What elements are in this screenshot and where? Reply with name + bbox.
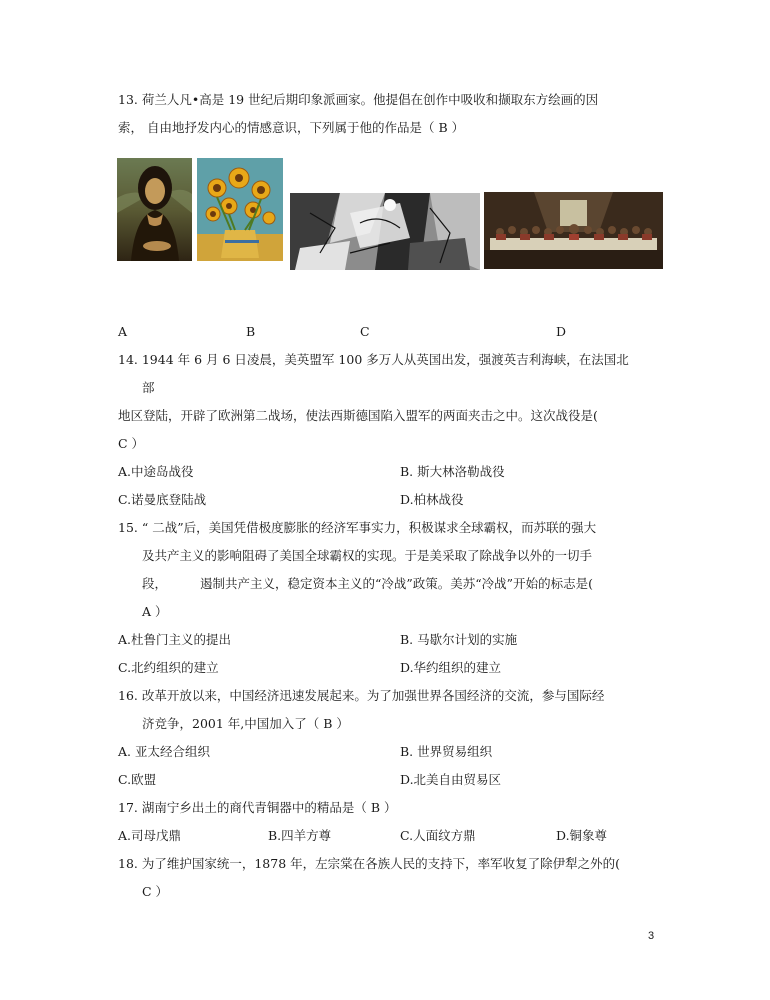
q13-label-c: C bbox=[360, 324, 370, 339]
q16-option-a: A. 亚太经合组织 bbox=[118, 744, 210, 759]
q17-line-1: 17. 湖南宁乡出土的商代青铜器中的精品是（ B ） bbox=[118, 800, 397, 815]
q15-line-2: 及共产主义的影响阻碍了美国全球霸权的实现。于是美采取了除战争以外的一切手 bbox=[142, 548, 593, 563]
q16-option-b: B. 世界贸易组织 bbox=[400, 744, 493, 759]
q13-line-2: 索， 自由地抒发内心的情感意识，下列属于他的作品是（ B ） bbox=[118, 120, 465, 135]
q13-label-b: B bbox=[246, 324, 256, 339]
q14-line-2: 部 bbox=[142, 380, 155, 395]
last-supper-painting bbox=[484, 192, 663, 269]
q15-option-b: B. 马歇尔计划的实施 bbox=[400, 632, 518, 647]
q15-option-d: D.华约组织的建立 bbox=[400, 660, 502, 675]
q18-line-1: 18. 为了维护国家统一，1878 年，左宗棠在各族人民的支持下，率军收复了除伊犁之外的( bbox=[118, 856, 621, 871]
q15-option-c: C.北约组织的建立 bbox=[118, 660, 219, 675]
q16-option-d: D.北美自由贸易区 bbox=[400, 772, 502, 787]
q17-option-c: C.人面纹方鼎 bbox=[400, 828, 476, 843]
q17-option-a: A.司母戊鼎 bbox=[118, 828, 182, 843]
q15-option-a: A.杜鲁门主义的提出 bbox=[118, 632, 232, 647]
q18-line-2: C ） bbox=[142, 884, 169, 899]
q14-option-a: A.中途岛战役 bbox=[118, 464, 194, 479]
sunflowers-painting bbox=[197, 158, 283, 261]
q15-line-1: 15. “ 二战”后，美国凭借极度膨胀的经济军事实力，积极谋求全球霸权，而苏联的强大 bbox=[118, 520, 597, 535]
q13-label-d: D bbox=[556, 324, 567, 339]
q15-line-3a: 段， bbox=[142, 576, 168, 591]
page-number: 3 bbox=[648, 930, 655, 942]
q17-option-d: D.铜象尊 bbox=[556, 828, 608, 843]
q14-line-1: 14. 1944 年 6 月 6 日凌晨，美英盟军 100 多万人从英国出发，强渡英吉利海峡，在法国北 bbox=[118, 352, 629, 367]
q13-line-1: 13. 荷兰人凡•高是 19 世纪后期印象派画家。他提倡在创作中吸收和撷取东方绘画的因 bbox=[118, 92, 599, 107]
q16-line-1: 16. 改革开放以来，中国经济迅速发展起来。为了加强世界各国经济的交流，参与国际经 bbox=[118, 688, 605, 703]
guernica-painting bbox=[290, 193, 480, 270]
q14-option-c: C.诺曼底登陆战 bbox=[118, 492, 207, 507]
mona-lisa-painting bbox=[117, 158, 192, 261]
q13-label-a: A bbox=[118, 324, 128, 339]
q14-option-d: D.柏林战役 bbox=[400, 492, 464, 507]
q14-line-3: 地区登陆，开辟了欧洲第二战场，使法西斯德国陷入盟军的两面夹击之中。这次战役是( bbox=[118, 408, 598, 423]
q16-option-c: C.欧盟 bbox=[118, 772, 157, 787]
q17-option-b: B.四羊方尊 bbox=[268, 828, 332, 843]
q15-line-4: A ） bbox=[142, 604, 168, 619]
q14-line-4: C ） bbox=[118, 436, 145, 451]
q16-line-2: 济竞争，2001 年,中国加入了（ B ） bbox=[142, 716, 349, 731]
q15-line-3b: 遏制共产主义，稳定资本主义的“冷战”政策。美苏“冷战”开始的标志是( bbox=[200, 576, 593, 591]
q14-option-b: B. 斯大林洛勒战役 bbox=[400, 464, 505, 479]
